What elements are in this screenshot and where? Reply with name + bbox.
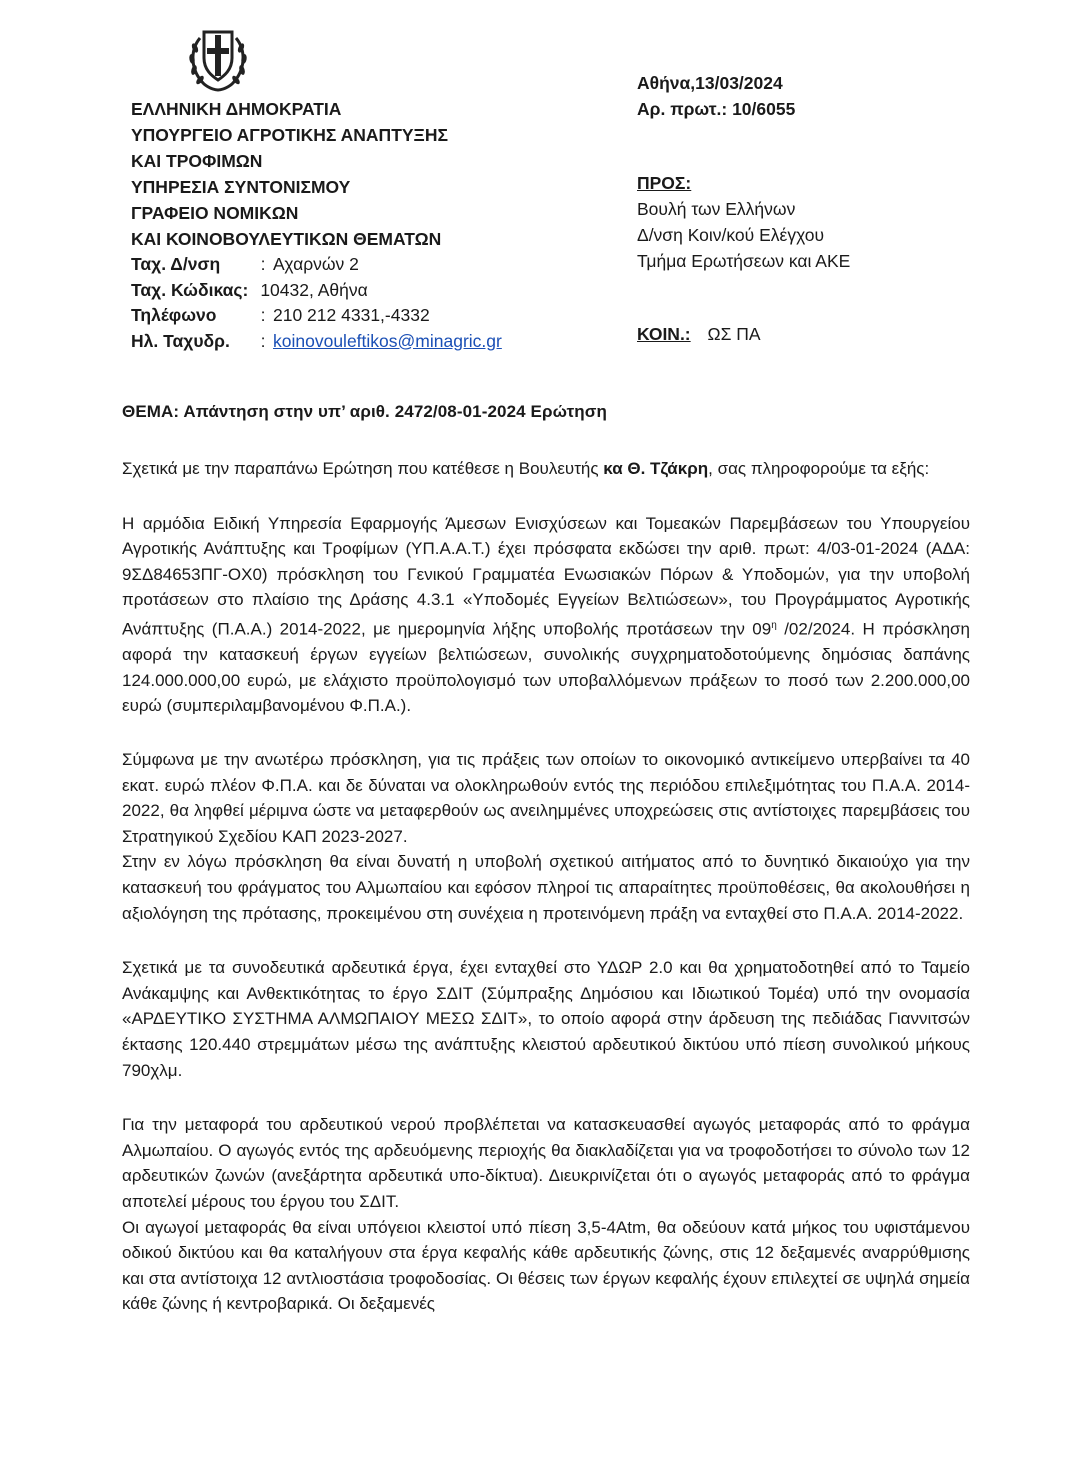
org-line-1: ΕΛΛΗΝΙΚΗ ΔΗΜΟΚΡΑΤΙΑ	[131, 99, 342, 119]
cc-label: ΚΟΙΝ.:	[637, 324, 691, 344]
paragraph-3: Σύμφωνα με την ανωτέρω πρόσκληση, για τις πράξεις των οποίων το οικονομικό αντικείμενο υπερβαίνει τα 40 εκατ. ευρώ πλέον Φ.Π.Α. και δε δύναται να ολοκληρωθούν εντός της περιόδου επιλεξιμότητας του Π.Α.Α. 2014-2022, θα ληφθεί μέριμνα ώστε να μεταφερθούν ως ανειλημμένες υποχρεώσεις στις αντίστοιχες παρεμβάσεις του Στρατηγικού Σχεδίου ΚΑΠ 2023-2027.	[122, 750, 970, 846]
cc-value: ΩΣ ΠΑ	[707, 324, 761, 344]
p2-text-end: /02/2024. Η πρόσκληση αφορά την κατασκευή έργων εγγείων βελτιώσεων, συνολικής συγχρηματοδοτούμενης δημόσιας δαπάνης 124.000.000,00 ευρώ, με ελάχιστο προϋπολογισμό των υποβαλλόμενων πράξεων το ποσό των 2.200.000,00 ευρώ (συμπεριλαμβανομένου Φ.Π.Α.).	[122, 619, 970, 716]
email-label: Ηλ. Ταχυδρ.	[131, 330, 230, 351]
protocol-number: Αρ. πρωτ.: 10/6055	[637, 99, 796, 119]
paragraph-1	[122, 456, 970, 482]
p1-text-end: , σας πληροφορούμε τα εξής:	[708, 459, 930, 478]
subject-line: ΘΕΜΑ: Απάντηση στην υπ’ αριθ. 2472/08-01-2024 Ερώτηση	[122, 402, 607, 421]
email-row	[131, 329, 502, 355]
address-colon: :	[260, 254, 266, 274]
phone-value: 210 212 4331,-4332	[273, 305, 430, 325]
address-value: Αχαρνών 2	[273, 254, 359, 274]
paragraph-4: Στην εν λόγω πρόσκληση θα είναι δυνατή η υποβολή σχετικού αιτήματος από το δυνητικό δικαιούχο για την κατασκευή του φράγματος του Αλμωπαίου και εφόσον πληροί τις απαραίτητες προϋποθέσεις, θα ακολουθήσει η αξιολόγηση της πρότασης, προκειμένου στη συνέχεια η προτεινόμενη πράξη να ενταχθεί στο Π.Α.Α. 2014-2022.	[122, 852, 970, 923]
email-colon: :	[260, 330, 266, 351]
address-label: Ταχ. Δ/νση	[131, 254, 221, 274]
to-line-3: Τμήμα Ερωτήσεων και ΑΚΕ	[637, 251, 851, 271]
org-line-6: ΚΑΙ ΚΟΙΝΟΒΟΥΛΕΥΤΙΚΩΝ ΘΕΜΑΤΩΝ	[131, 229, 442, 249]
to-line-2: Δ/νση Κοιν/κού Ελέγχου	[637, 225, 825, 245]
paragraph-5: Σχετικά με τα συνοδευτικά αρδευτικά έργα, έχει ενταχθεί στο ΥΔΩΡ 2.0 και θα χρηματοδοτηθεί από το Ταμείο Ανάκαμψης και Ανθεκτικότητας το έργο ΣΔΙΤ (Σύμπραξης Δημόσιου και Ιδιωτικού Τομέα) υπό την ονομασία «ΑΡΔΕΥΤΙΚΟ ΣΥΣΤΗΜΑ ΑΛΜΩΠΑΙΟΥ ΜΕΣΩ ΣΔΙΤ», το οποίο αφορά στην άρδευση της πεδιάδας Γιαννιτσών έκτασης 120.440 στρεμμάτων μέσω της ανάπτυξης κλειστού αρδευτικού δικτύου υπό πίεση συνολικού μήκους 790χλμ.	[122, 958, 970, 1080]
mp-name: κα Θ. Τζάκρη	[603, 459, 709, 478]
postcode-label: Ταχ. Κώδικας:	[131, 279, 249, 300]
org-line-5: ΓΡΑΦΕΙΟ ΝΟΜΙΚΩΝ	[131, 203, 299, 223]
org-line-2: ΥΠΟΥΡΓΕΙΟ ΑΓΡΟΤΙΚΗΣ ΑΝΑΠΤΥΞΗΣ	[131, 125, 448, 145]
p1-text-start: Σχετικά με την παραπάνω Ερώτηση που κατέθεσε η Βουλευτής	[122, 459, 604, 478]
postcode-row	[131, 278, 502, 304]
paragraph-2	[122, 511, 970, 719]
to-label: ΠΡΟΣ:	[637, 173, 692, 193]
phone-row	[131, 303, 502, 329]
postcode-value: 10432, Αθήνα	[260, 279, 368, 300]
email-link[interactable]: koinovouleftikos@minagric.gr	[273, 330, 502, 351]
recipient-block	[637, 70, 850, 347]
paragraph-6: Για την μεταφορά του αρδευτικού νερού προβλέπεται να κατασκευασθεί αγωγός μεταφοράς από το φράγμα Αλμωπαίου. Ο αγωγός εντός της αρδευόμενης περιοχής θα διακλαδίζεται για να τροφοδοτήσει το σύνολο των 12 αρδευτικών ζωνών (ανεξάρτητα αρδευτικά υπο-δίκτυα). Διευκρινίζεται ότι ο αγωγός μεταφοράς από το φράγμα αποτελεί μέρους του έργου του ΣΔΙΤ.	[122, 1115, 970, 1211]
greek-coat-of-arms-emblem	[186, 24, 250, 92]
phone-label: Τηλέφωνο	[131, 305, 217, 325]
p2-text-start: Η αρμόδια Ειδική Υπηρεσία Εφαρμογής Άμεσων Ενισχύσεων και Τομεακών Παρεμβάσεων του Υπουργείου Αγροτικής Ανάπτυξης και Τροφίμων (ΥΠ.Α.Α.Τ.) έχει πρόσφατα εκδώσει την αριθ. πρωτ: 4/03-01-2024 (ΑΔΑ: 9ΣΔ84653ΠΓ-ΟΧ0) πρόσκληση του Γενικού Γραμματέα Ενωσιακών Πόρων & Υποδομών, για την υποβολή προτάσεων στο πλαίσιο της Δράσης 4.3.1 «Υποδομές Εγγείων Βελτιώσεων», του Προγράμματος Αγροτικής Ανάπτυξης (Π.Α.Α.) 2014-2022, με ημερομηνία λήξης υποβολής προτάσεων την 09	[122, 513, 970, 639]
org-line-3: ΚΑΙ ΤΡΟΦΙΜΩΝ	[131, 151, 263, 171]
letter-body	[122, 456, 970, 1317]
cc-row	[637, 321, 850, 347]
p2-superscript: η	[771, 619, 777, 631]
address-row	[131, 252, 502, 278]
sender-block	[131, 96, 502, 354]
date-line: Αθήνα,13/03/2024	[637, 73, 783, 93]
paragraph-7: Οι αγωγοί μεταφοράς θα είναι υπόγειοι κλειστοί υπό πίεση 3,5-4Atm, θα οδεύουν κατά μήκος του υφιστάμενου οδικού δικτύου και θα καταλήγουν στα έργα κεφαλής κάθε αρδευτικής ζώνης, στις 12 δεξαμενές αναρρύθμισης και στα αντίστοιχα 12 αντλιοστάσια τροφοδοσίας. Οι θέσεις των έργων κεφαλής έχουν επιλεχτεί σε υψηλά σημεία κάθε ζώνης ή κεντροβαρικά. Οι δεξαμενές	[122, 1217, 970, 1314]
org-line-4: ΥΠΗΡΕΣΙΑ ΣΥΝΤΟΝΙΣΜΟΥ	[131, 177, 351, 197]
to-line-1: Βουλή των Ελλήνων	[637, 199, 796, 219]
phone-colon: :	[260, 305, 266, 325]
